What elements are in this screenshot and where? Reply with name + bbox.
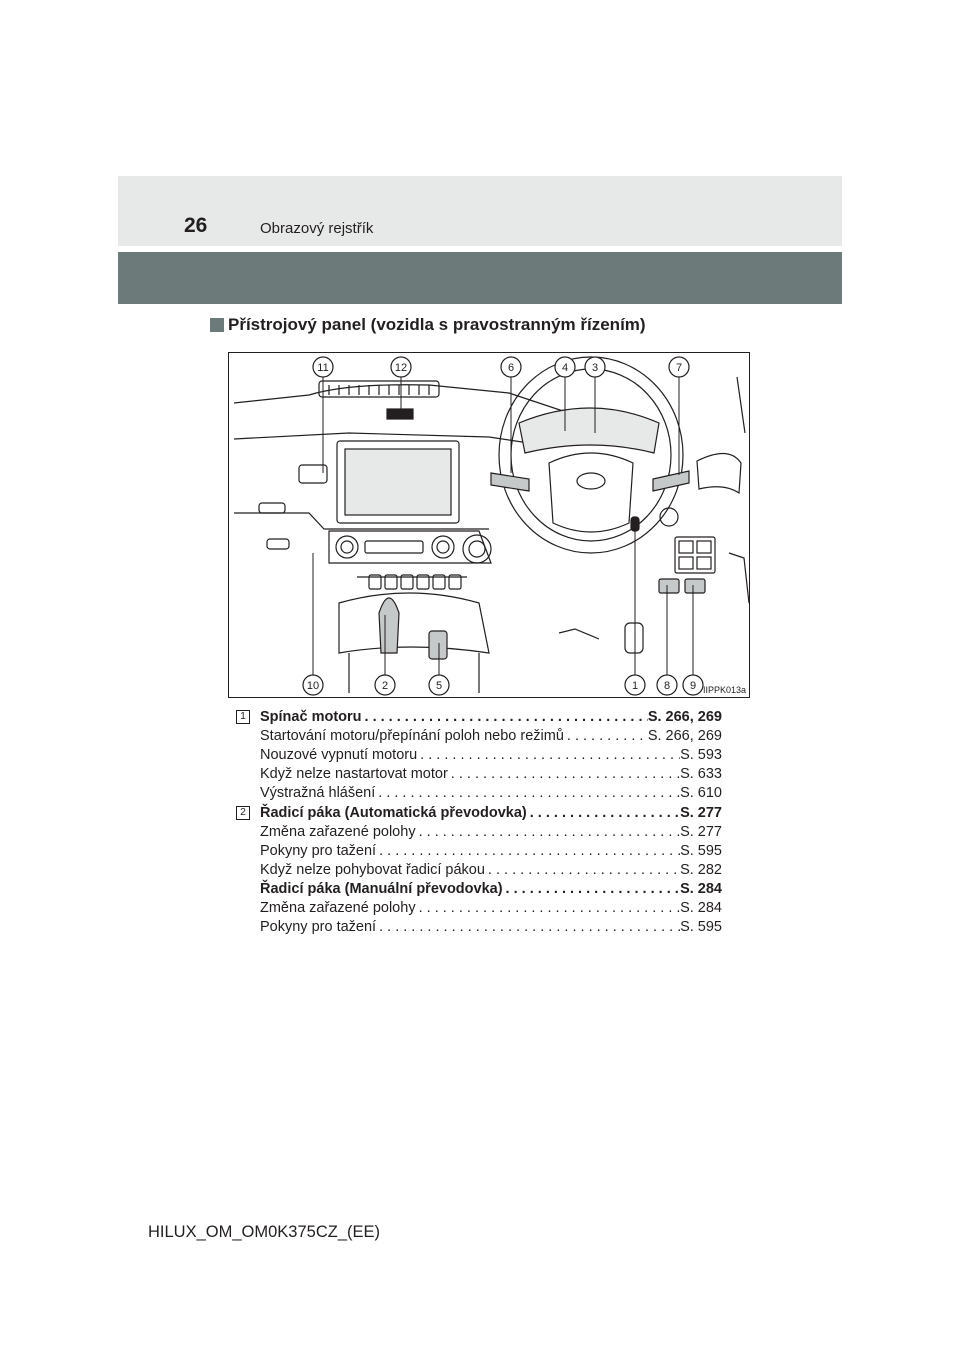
leader-dots [485,861,680,880]
document-code-footer: HILUX_OM_OM0K375CZ_(EE) [148,1223,380,1241]
leader-dots [503,880,681,899]
figure-code: IIPPK013a [702,685,746,695]
index-entry [236,804,722,937]
section-title: Obrazový rejstřík [260,220,374,237]
page-ref[interactable]: S. 284 [680,900,722,916]
parking-brake [429,631,447,659]
leader-dots [416,823,681,842]
entry-line [260,918,722,937]
entry-line [260,899,722,918]
left-stalk [491,473,529,491]
entry-text: Změna zařazené polohy [260,900,416,916]
leader-dots [448,765,680,784]
callout-label: 4 [561,362,569,374]
page-number: 26 [184,214,208,237]
steering-hub [549,453,633,532]
page-ref[interactable]: S. 282 [680,862,722,878]
meter-cluster [519,408,659,453]
entry-line [260,708,722,727]
page-ref[interactable]: S. 595 [680,843,722,859]
page-ref[interactable]: S. 595 [680,919,722,935]
entry-line [260,823,722,842]
entry-line [260,804,722,823]
entry-line [260,861,722,880]
title-bar [118,252,842,304]
callout-label: 12 [394,362,408,374]
leader-dots [527,804,680,823]
entry-line [260,746,722,765]
entry-text: Startování motoru/přepínání poloh nebo režimů [260,728,564,744]
page-ref[interactable]: S. 266, 269 [647,728,722,744]
leader-dots [376,842,680,861]
subheading [210,315,646,335]
entry-line [260,784,722,803]
page-ref[interactable]: S. 284 [680,881,722,897]
entry-text: Řadicí páka (Manuální převodovka) [260,881,503,897]
leader-dots [362,708,648,727]
entry-text: Pokyny pro tažení [260,919,377,935]
leader-dots [375,784,680,803]
page-ref[interactable]: S. 633 [680,766,722,782]
entry-line [260,842,722,861]
callout-label: 7 [675,362,683,374]
entry-text: Když nelze pohybovat řadicí pákou [260,862,485,878]
leader-dots [417,746,680,765]
callout-label: 6 [507,362,515,374]
page-ref[interactable]: S. 610 [680,785,722,801]
entry-text: Když nelze nastartovat motor [260,766,448,782]
entry-text: Řadicí páka (Automatická převodovka) [260,805,527,821]
callout-label: 1 [631,680,639,692]
entry-text: Spínač motoru [260,709,362,725]
entry-number: 2 [236,806,250,820]
dashboard-illustration [228,352,750,698]
entry-number: 1 [236,710,250,724]
header-band [118,176,842,246]
center-console [339,593,489,653]
entry-text: Nouzové vypnutí motoru [260,747,418,763]
callout-label: 5 [435,680,443,692]
callout-label: 11 [317,362,329,374]
entry-line [260,727,722,746]
callout-label: 3 [591,362,599,374]
sensor-unit [387,409,413,419]
right-stalk [653,471,689,491]
subheading-text: Přístrojový panel (vozidla s pravostranným řízením) [228,315,646,334]
square-bullet-icon [210,318,224,332]
entry-line [260,765,722,784]
page-ref[interactable]: S. 277 [680,824,722,840]
callout-label: 2 [381,680,389,692]
page-ref[interactable]: S. 277 [680,805,722,821]
right-vent [697,453,741,493]
leader-dots [376,918,680,937]
callout-label: 9 [689,680,697,692]
page-ref[interactable]: S. 593 [680,747,722,763]
entry-text: Změna zařazené polohy [260,824,416,840]
leader-dots [564,727,648,746]
leader-dots [416,899,681,918]
entry-text: Výstražná hlášení [260,785,376,801]
entry-line [260,880,722,899]
shift-lever [379,598,399,653]
dashboard-drawing [229,353,750,698]
page-ref[interactable]: S. 266, 269 [647,709,722,725]
display-screen [345,449,451,515]
index-entry [236,708,722,803]
entry-text: Pokyny pro tažení [260,843,377,859]
pedal [625,623,643,653]
callout-label: 8 [663,680,671,692]
callout-label: 10 [306,680,320,692]
